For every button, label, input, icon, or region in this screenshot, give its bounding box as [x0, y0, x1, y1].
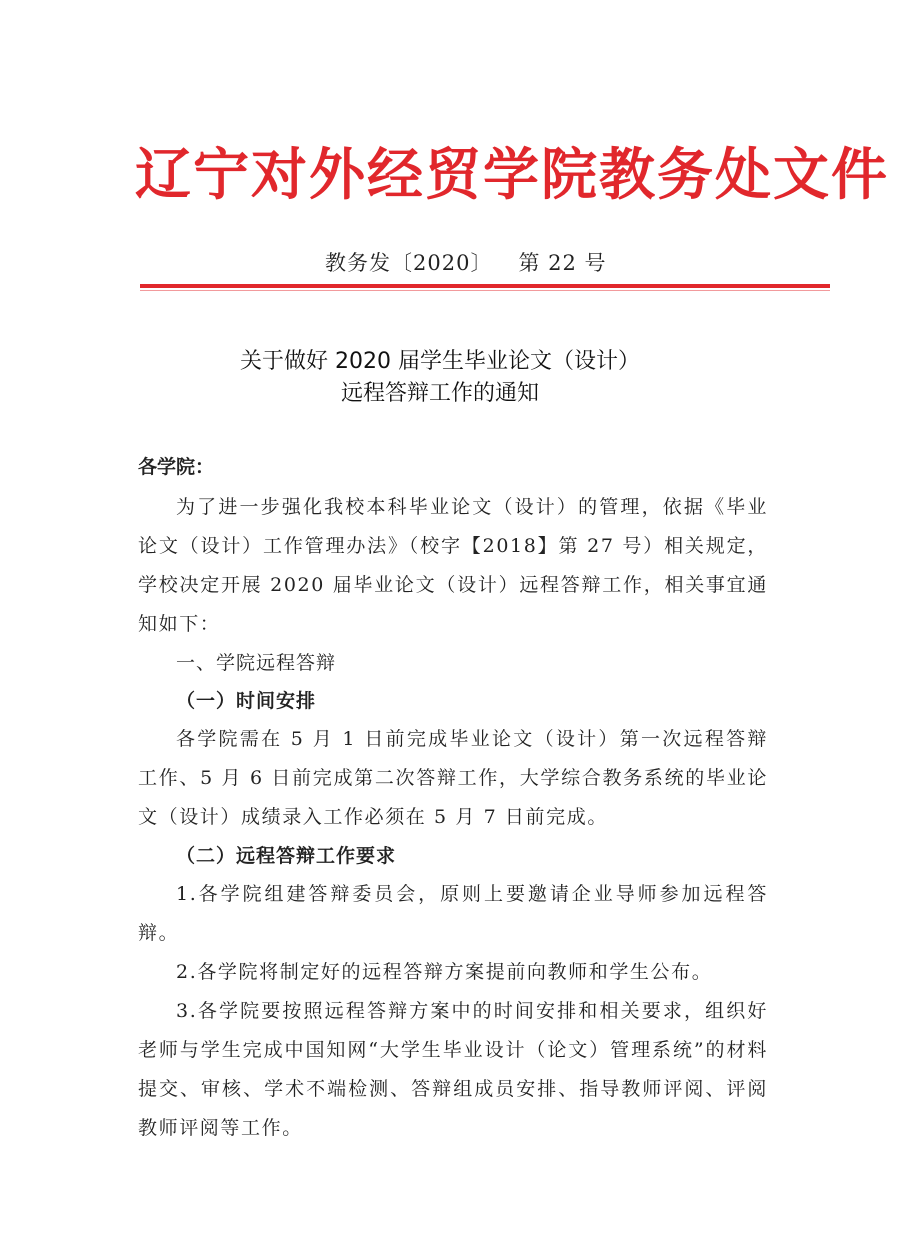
document-number-value: 第 22 号 — [518, 251, 607, 275]
salutation: 各学院： — [138, 456, 215, 478]
notice-body — [138, 448, 768, 1148]
document-number-prefix: 教务发〔2020〕 — [325, 251, 493, 275]
masthead-title: 辽宁对外经贸学院教务处文件 — [135, 143, 889, 208]
notice-title-line-2: 远程答辩工作的通知 — [340, 381, 539, 406]
requirement-item-2: 2.各学院将制定好的远程答辩方案提前向教师和学生公布。 — [176, 961, 713, 983]
time-arrangement-paragraph: 各学院需在 5 月 1 日前完成毕业论文（设计）第一次远程答辩工作、5 月 6 日前完成第二次答辩工作，大学综合教务系统的毕业论文（设计）成绩录入工作必须在 5 月 7 日前完成。 — [138, 728, 768, 828]
document-number — [325, 248, 607, 278]
intro-paragraph: 为了进一步强化我校本科毕业论文（设计）的管理，依据《毕业论文（设计）工作管理办法》（校字【2018】第 27 号）相关规定，学校决定开展 2020 届毕业论文（设计）远程答辩工作，相关事宜通知如下： — [138, 496, 768, 635]
notice-title — [140, 346, 740, 410]
requirement-item-1: 1.各学院组建答辩委员会，原则上要邀请企业导师参加远程答辩。 — [138, 883, 768, 944]
red-divider-line-thin — [140, 290, 830, 291]
section-heading-1: 一、学院远程答辩 — [176, 652, 337, 674]
red-divider-line — [140, 284, 830, 288]
notice-title-line-1: 关于做好 2020 届学生毕业论文（设计） — [240, 349, 640, 374]
subsection-heading-time: （一）时间安排 — [176, 690, 317, 712]
subsection-heading-requirements: （二）远程答辩工作要求 — [176, 845, 397, 867]
requirement-item-3: 3.各学院要按照远程答辩方案中的时间安排和相关要求，组织好老师与学生完成中国知网“大学生毕业设计（论文）管理系统”的材料提交、审核、学术不端检测、答辩组成员安排、指导教师评阅、评阅教师评阅等工作。 — [138, 1000, 768, 1139]
